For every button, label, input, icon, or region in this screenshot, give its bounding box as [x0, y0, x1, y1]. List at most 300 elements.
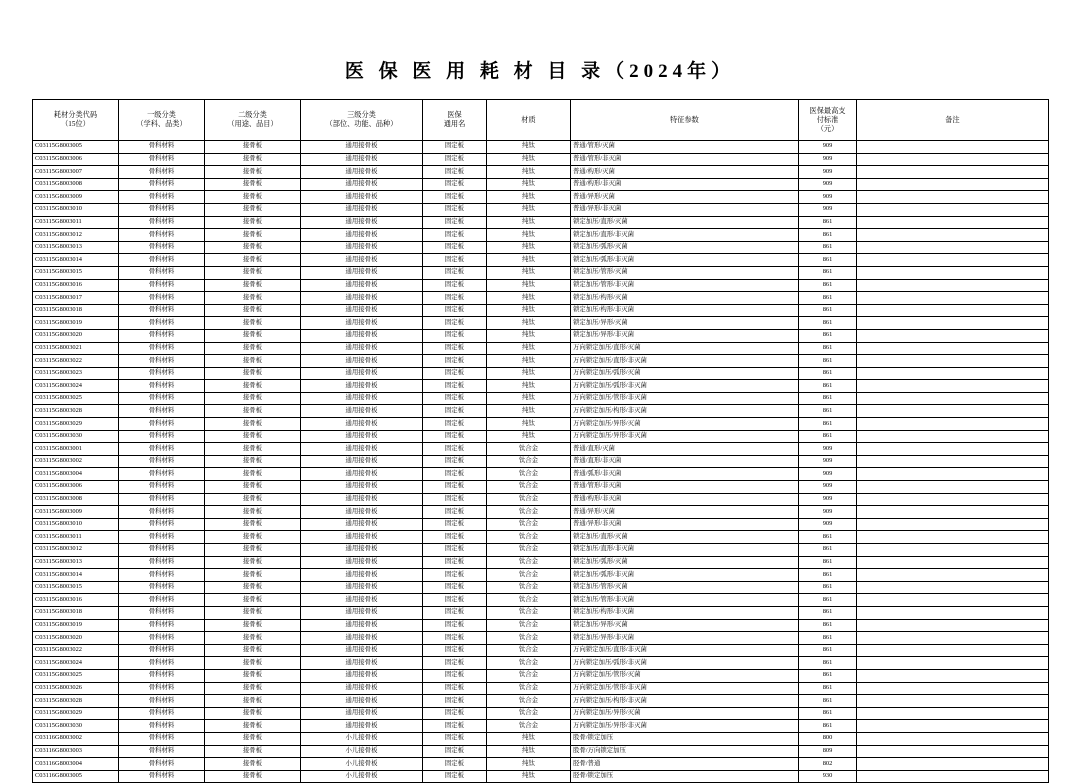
column-header-price-line2: 付标准 [816, 115, 839, 124]
cell-remark [857, 544, 1049, 557]
cell-cat3: 通用接骨板 [301, 141, 423, 154]
cell-generic: 固定板 [423, 342, 487, 355]
cell-cat1: 骨科材料 [119, 758, 205, 771]
cell-remark [857, 745, 1049, 758]
cell-cat1: 骨科材料 [119, 745, 205, 758]
cell-feature: 锁定加压/构形/灭菌 [571, 292, 799, 305]
cell-generic: 固定板 [423, 292, 487, 305]
cell-code: C03116G8003005 [33, 770, 119, 783]
cell-material: 纯钛 [487, 380, 571, 393]
cell-generic: 固定板 [423, 392, 487, 405]
cell-code: C03115G8003022 [33, 355, 119, 368]
cell-price: 861 [799, 619, 857, 632]
column-header-cat2-line1: 二级分类 [238, 111, 267, 119]
cell-feature: 锁定加压/弧形/非灭菌 [571, 254, 799, 267]
cell-code: C03115G8003008 [33, 178, 119, 191]
cell-cat1: 骨科材料 [119, 506, 205, 519]
cell-generic: 固定板 [423, 758, 487, 771]
cell-cat1: 骨科材料 [119, 380, 205, 393]
cell-material: 钛合金 [487, 556, 571, 569]
table-row [33, 581, 1049, 594]
column-header-price [799, 100, 857, 141]
cell-feature: 股骨/万向锁定加压 [571, 745, 799, 758]
table-row [33, 380, 1049, 393]
cell-price: 861 [799, 405, 857, 418]
cell-cat3: 小儿接骨板 [301, 770, 423, 783]
cell-remark [857, 732, 1049, 745]
cell-feature: 普通/直形/非灭菌 [571, 455, 799, 468]
cell-remark [857, 455, 1049, 468]
cell-code: C03115G8003024 [33, 657, 119, 670]
cell-price: 809 [799, 745, 857, 758]
cell-cat1: 骨科材料 [119, 606, 205, 619]
cell-price: 861 [799, 669, 857, 682]
cell-code: C03115G8003006 [33, 153, 119, 166]
cell-cat1: 骨科材料 [119, 392, 205, 405]
cell-remark [857, 329, 1049, 342]
cell-feature: 普通/管形/非灭菌 [571, 481, 799, 494]
cell-remark [857, 317, 1049, 330]
cell-cat2: 接骨板 [205, 418, 301, 431]
column-header-code-line2: （15位） [61, 120, 90, 128]
cell-code: C03115G8003025 [33, 669, 119, 682]
cell-price: 909 [799, 506, 857, 519]
cell-remark [857, 367, 1049, 380]
cell-feature: 万向锁定加压/直形/非灭菌 [571, 644, 799, 657]
cell-cat3: 通用接骨板 [301, 468, 423, 481]
cell-cat2: 接骨板 [205, 254, 301, 267]
cell-code: C03116G8003003 [33, 745, 119, 758]
table-row [33, 178, 1049, 191]
cell-price: 861 [799, 317, 857, 330]
cell-cat2: 接骨板 [205, 745, 301, 758]
table-row [33, 191, 1049, 204]
cell-cat3: 通用接骨板 [301, 355, 423, 368]
cell-cat3: 通用接骨板 [301, 682, 423, 695]
column-header-cat1-line2: （学科、品类） [136, 120, 187, 128]
column-header-cat1-line1: 一级分类 [147, 111, 176, 119]
cell-feature: 万向锁定加压/构形/非灭菌 [571, 695, 799, 708]
cell-remark [857, 304, 1049, 317]
cell-generic: 固定板 [423, 695, 487, 708]
column-header-remark [857, 100, 1049, 141]
table-row [33, 141, 1049, 154]
cell-code: C03115G8003020 [33, 632, 119, 645]
cell-code: C03115G8003019 [33, 317, 119, 330]
cell-cat2: 接骨板 [205, 569, 301, 582]
cell-cat2: 接骨板 [205, 380, 301, 393]
cell-feature: 普通/构形/灭菌 [571, 166, 799, 179]
cell-cat1: 骨科材料 [119, 544, 205, 557]
cell-price: 909 [799, 153, 857, 166]
cell-generic: 固定板 [423, 355, 487, 368]
table-row [33, 153, 1049, 166]
cell-feature: 普通/异形/灭菌 [571, 506, 799, 519]
table-row [33, 455, 1049, 468]
cell-code: C03115G8003022 [33, 644, 119, 657]
cell-cat3: 通用接骨板 [301, 292, 423, 305]
cell-code: C03115G8003020 [33, 329, 119, 342]
cell-cat2: 接骨板 [205, 216, 301, 229]
cell-generic: 固定板 [423, 203, 487, 216]
cell-cat1: 骨科材料 [119, 455, 205, 468]
cell-cat3: 通用接骨板 [301, 619, 423, 632]
cell-generic: 固定板 [423, 619, 487, 632]
cell-cat2: 接骨板 [205, 669, 301, 682]
cell-cat3: 通用接骨板 [301, 405, 423, 418]
cell-material: 纯钛 [487, 141, 571, 154]
cell-material: 纯钛 [487, 266, 571, 279]
column-header-cat2-line2: （用途、品目） [227, 120, 278, 128]
table-row [33, 266, 1049, 279]
cell-cat1: 骨科材料 [119, 707, 205, 720]
cell-material: 钛合金 [487, 682, 571, 695]
cell-cat1: 骨科材料 [119, 266, 205, 279]
cell-cat2: 接骨板 [205, 556, 301, 569]
cell-remark [857, 606, 1049, 619]
cell-cat3: 通用接骨板 [301, 695, 423, 708]
table-row [33, 606, 1049, 619]
cell-feature: 万向锁定加压/直形/灭菌 [571, 342, 799, 355]
cell-price: 861 [799, 266, 857, 279]
table-row [33, 203, 1049, 216]
cell-cat1: 骨科材料 [119, 770, 205, 783]
cell-price: 909 [799, 191, 857, 204]
cell-material: 钛合金 [487, 594, 571, 607]
cell-price: 861 [799, 304, 857, 317]
cell-code: C03115G8003029 [33, 707, 119, 720]
cell-cat2: 接骨板 [205, 481, 301, 494]
column-header-feature-line1: 特征参数 [670, 115, 699, 124]
cell-cat2: 接骨板 [205, 317, 301, 330]
cell-remark [857, 292, 1049, 305]
cell-cat2: 接骨板 [205, 355, 301, 368]
column-header-generic [423, 100, 487, 141]
table-header-row [33, 100, 1049, 141]
cell-cat1: 骨科材料 [119, 682, 205, 695]
table-row [33, 329, 1049, 342]
cell-cat2: 接骨板 [205, 405, 301, 418]
cell-cat2: 接骨板 [205, 279, 301, 292]
cell-material: 钛合金 [487, 544, 571, 557]
cell-code: C03115G8003010 [33, 203, 119, 216]
cell-remark [857, 141, 1049, 154]
cell-cat2: 接骨板 [205, 229, 301, 242]
cell-generic: 固定板 [423, 531, 487, 544]
cell-remark [857, 254, 1049, 267]
cell-price: 861 [799, 682, 857, 695]
cell-code: C03115G8003008 [33, 493, 119, 506]
cell-cat3: 通用接骨板 [301, 191, 423, 204]
cell-cat3: 通用接骨板 [301, 329, 423, 342]
cell-feature: 普通/构形/非灭菌 [571, 493, 799, 506]
cell-price: 861 [799, 544, 857, 557]
cell-code: C03115G8003006 [33, 481, 119, 494]
cell-material: 纯钛 [487, 758, 571, 771]
cell-price: 861 [799, 606, 857, 619]
table-row [33, 707, 1049, 720]
cell-cat1: 骨科材料 [119, 418, 205, 431]
cell-remark [857, 468, 1049, 481]
cell-cat1: 骨科材料 [119, 443, 205, 456]
cell-feature: 股骨/锁定加压 [571, 732, 799, 745]
cell-cat3: 通用接骨板 [301, 594, 423, 607]
cell-cat2: 接骨板 [205, 153, 301, 166]
cell-feature: 普通/直形/灭菌 [571, 443, 799, 456]
cell-generic: 固定板 [423, 443, 487, 456]
table-row [33, 506, 1049, 519]
column-header-cat2 [205, 100, 301, 141]
cell-cat2: 接骨板 [205, 581, 301, 594]
cell-material: 纯钛 [487, 254, 571, 267]
cell-cat2: 接骨板 [205, 367, 301, 380]
cell-generic: 固定板 [423, 141, 487, 154]
cell-cat1: 骨科材料 [119, 178, 205, 191]
cell-cat2: 接骨板 [205, 455, 301, 468]
cell-generic: 固定板 [423, 481, 487, 494]
cell-feature: 普通/弧形/非灭菌 [571, 468, 799, 481]
cell-feature: 胫骨/锁定加压 [571, 770, 799, 783]
table-row [33, 279, 1049, 292]
cell-material: 钛合金 [487, 455, 571, 468]
cell-remark [857, 342, 1049, 355]
cell-remark [857, 443, 1049, 456]
table-row [33, 405, 1049, 418]
cell-cat1: 骨科材料 [119, 342, 205, 355]
table-header [33, 100, 1049, 141]
cell-price: 861 [799, 657, 857, 670]
cell-material: 钛合金 [487, 632, 571, 645]
table-row [33, 758, 1049, 771]
cell-remark [857, 657, 1049, 670]
cell-cat2: 接骨板 [205, 430, 301, 443]
table-row [33, 468, 1049, 481]
cell-feature: 万向锁定加压/管形/非灭菌 [571, 682, 799, 695]
cell-price: 861 [799, 367, 857, 380]
cell-remark [857, 392, 1049, 405]
cell-cat1: 骨科材料 [119, 166, 205, 179]
cell-price: 861 [799, 216, 857, 229]
column-header-price-line1: 医保最高支 [809, 106, 846, 115]
cell-material: 钛合金 [487, 669, 571, 682]
table-row [33, 229, 1049, 242]
cell-generic: 固定板 [423, 468, 487, 481]
cell-remark [857, 481, 1049, 494]
cell-material: 纯钛 [487, 732, 571, 745]
cell-code: C03115G8003013 [33, 556, 119, 569]
cell-generic: 固定板 [423, 153, 487, 166]
cell-generic: 固定板 [423, 418, 487, 431]
table-row [33, 418, 1049, 431]
cell-code: C03115G8003015 [33, 581, 119, 594]
cell-price: 861 [799, 430, 857, 443]
column-header-material [487, 100, 571, 141]
column-header-price-line3: （元） [816, 124, 839, 133]
cell-cat1: 骨科材料 [119, 304, 205, 317]
cell-cat1: 骨科材料 [119, 254, 205, 267]
cell-feature: 锁定加压/弧形/灭菌 [571, 556, 799, 569]
cell-price: 802 [799, 758, 857, 771]
cell-cat3: 通用接骨板 [301, 669, 423, 682]
cell-code: C03115G8003028 [33, 405, 119, 418]
cell-code: C03115G8003014 [33, 569, 119, 582]
cell-cat1: 骨科材料 [119, 141, 205, 154]
column-header-generic-line1: 医保 [447, 111, 462, 119]
cell-generic: 固定板 [423, 241, 487, 254]
cell-feature: 锁定加压/构形/非灭菌 [571, 304, 799, 317]
column-header-cat3-line2: （部位、功能、品种） [325, 120, 398, 128]
table-row [33, 443, 1049, 456]
cell-cat1: 骨科材料 [119, 569, 205, 582]
table-body [33, 141, 1049, 783]
cell-price: 861 [799, 632, 857, 645]
cell-cat3: 通用接骨板 [301, 531, 423, 544]
cell-code: C03115G8003019 [33, 619, 119, 632]
cell-generic: 固定板 [423, 279, 487, 292]
cell-material: 纯钛 [487, 229, 571, 242]
cell-cat3: 通用接骨板 [301, 317, 423, 330]
cell-material: 钛合金 [487, 481, 571, 494]
cell-material: 纯钛 [487, 279, 571, 292]
cell-material: 纯钛 [487, 241, 571, 254]
cell-generic: 固定板 [423, 556, 487, 569]
cell-code: C03115G8003030 [33, 720, 119, 733]
cell-cat1: 骨科材料 [119, 518, 205, 531]
cell-cat2: 接骨板 [205, 203, 301, 216]
cell-cat2: 接骨板 [205, 720, 301, 733]
cell-code: C03116G8003002 [33, 732, 119, 745]
table-row [33, 254, 1049, 267]
cell-cat2: 接骨板 [205, 657, 301, 670]
cell-material: 钛合金 [487, 720, 571, 733]
cell-generic: 固定板 [423, 569, 487, 582]
catalog-table [32, 99, 1049, 783]
cell-remark [857, 556, 1049, 569]
cell-cat2: 接骨板 [205, 531, 301, 544]
cell-cat2: 接骨板 [205, 191, 301, 204]
cell-cat2: 接骨板 [205, 178, 301, 191]
cell-cat1: 骨科材料 [119, 279, 205, 292]
cell-cat3: 通用接骨板 [301, 166, 423, 179]
cell-remark [857, 569, 1049, 582]
cell-code: C03115G8003028 [33, 695, 119, 708]
cell-material: 钛合金 [487, 518, 571, 531]
cell-cat3: 通用接骨板 [301, 216, 423, 229]
cell-remark [857, 178, 1049, 191]
cell-feature: 胫骨/普通 [571, 758, 799, 771]
cell-generic: 固定板 [423, 191, 487, 204]
cell-cat3: 通用接骨板 [301, 367, 423, 380]
cell-feature: 万向锁定加压/管形/灭菌 [571, 669, 799, 682]
cell-feature: 普通/异形/灭菌 [571, 191, 799, 204]
cell-feature: 万向锁定加压/异形/非灭菌 [571, 720, 799, 733]
cell-cat3: 通用接骨板 [301, 254, 423, 267]
cell-cat2: 接骨板 [205, 695, 301, 708]
cell-code: C03115G8003013 [33, 241, 119, 254]
cell-generic: 固定板 [423, 506, 487, 519]
cell-generic: 固定板 [423, 657, 487, 670]
cell-cat3: 通用接骨板 [301, 153, 423, 166]
cell-price: 861 [799, 720, 857, 733]
cell-cat1: 骨科材料 [119, 493, 205, 506]
cell-cat1: 骨科材料 [119, 468, 205, 481]
table-row [33, 166, 1049, 179]
cell-cat1: 骨科材料 [119, 732, 205, 745]
cell-code: C03115G8003023 [33, 367, 119, 380]
table-row [33, 720, 1049, 733]
table-row [33, 745, 1049, 758]
cell-code: C03115G8003014 [33, 254, 119, 267]
cell-material: 纯钛 [487, 317, 571, 330]
cell-price: 861 [799, 531, 857, 544]
cell-code: C03115G8003012 [33, 229, 119, 242]
table-row [33, 657, 1049, 670]
cell-code: C03115G8003018 [33, 304, 119, 317]
cell-feature: 锁定加压/构形/非灭菌 [571, 606, 799, 619]
cell-remark [857, 153, 1049, 166]
cell-remark [857, 518, 1049, 531]
cell-price: 861 [799, 594, 857, 607]
table-row [33, 682, 1049, 695]
cell-feature: 锁定加压/管形/非灭菌 [571, 279, 799, 292]
cell-remark [857, 418, 1049, 431]
cell-code: C03115G8003012 [33, 544, 119, 557]
table-row [33, 292, 1049, 305]
cell-generic: 固定板 [423, 669, 487, 682]
cell-price: 909 [799, 493, 857, 506]
cell-generic: 固定板 [423, 405, 487, 418]
cell-cat1: 骨科材料 [119, 669, 205, 682]
cell-generic: 固定板 [423, 367, 487, 380]
table-row [33, 556, 1049, 569]
cell-cat3: 通用接骨板 [301, 644, 423, 657]
page-title: 医 保 医 用 耗 材 目 录（2024年） [344, 61, 736, 82]
cell-cat1: 骨科材料 [119, 191, 205, 204]
cell-cat1: 骨科材料 [119, 355, 205, 368]
column-header-generic-line2: 通用名 [443, 120, 466, 128]
cell-remark [857, 707, 1049, 720]
cell-cat2: 接骨板 [205, 468, 301, 481]
cell-feature: 锁定加压/直形/非灭菌 [571, 229, 799, 242]
cell-remark [857, 229, 1049, 242]
cell-price: 861 [799, 418, 857, 431]
column-header-cat1 [119, 100, 205, 141]
cell-remark [857, 430, 1049, 443]
cell-cat3: 通用接骨板 [301, 707, 423, 720]
cell-cat2: 接骨板 [205, 619, 301, 632]
table-row [33, 481, 1049, 494]
cell-feature: 普通/管形/灭菌 [571, 141, 799, 154]
cell-cat1: 骨科材料 [119, 329, 205, 342]
table-row [33, 392, 1049, 405]
cell-remark [857, 531, 1049, 544]
cell-generic: 固定板 [423, 632, 487, 645]
cell-code: C03115G8003018 [33, 606, 119, 619]
cell-generic: 固定板 [423, 216, 487, 229]
cell-remark [857, 632, 1049, 645]
cell-price: 800 [799, 732, 857, 745]
cell-code: C03115G8003002 [33, 455, 119, 468]
cell-price: 909 [799, 455, 857, 468]
table-row [33, 518, 1049, 531]
cell-material: 纯钛 [487, 392, 571, 405]
cell-generic: 固定板 [423, 720, 487, 733]
cell-price: 861 [799, 392, 857, 405]
cell-remark [857, 644, 1049, 657]
table-row [33, 355, 1049, 368]
table-row [33, 216, 1049, 229]
table-row [33, 695, 1049, 708]
